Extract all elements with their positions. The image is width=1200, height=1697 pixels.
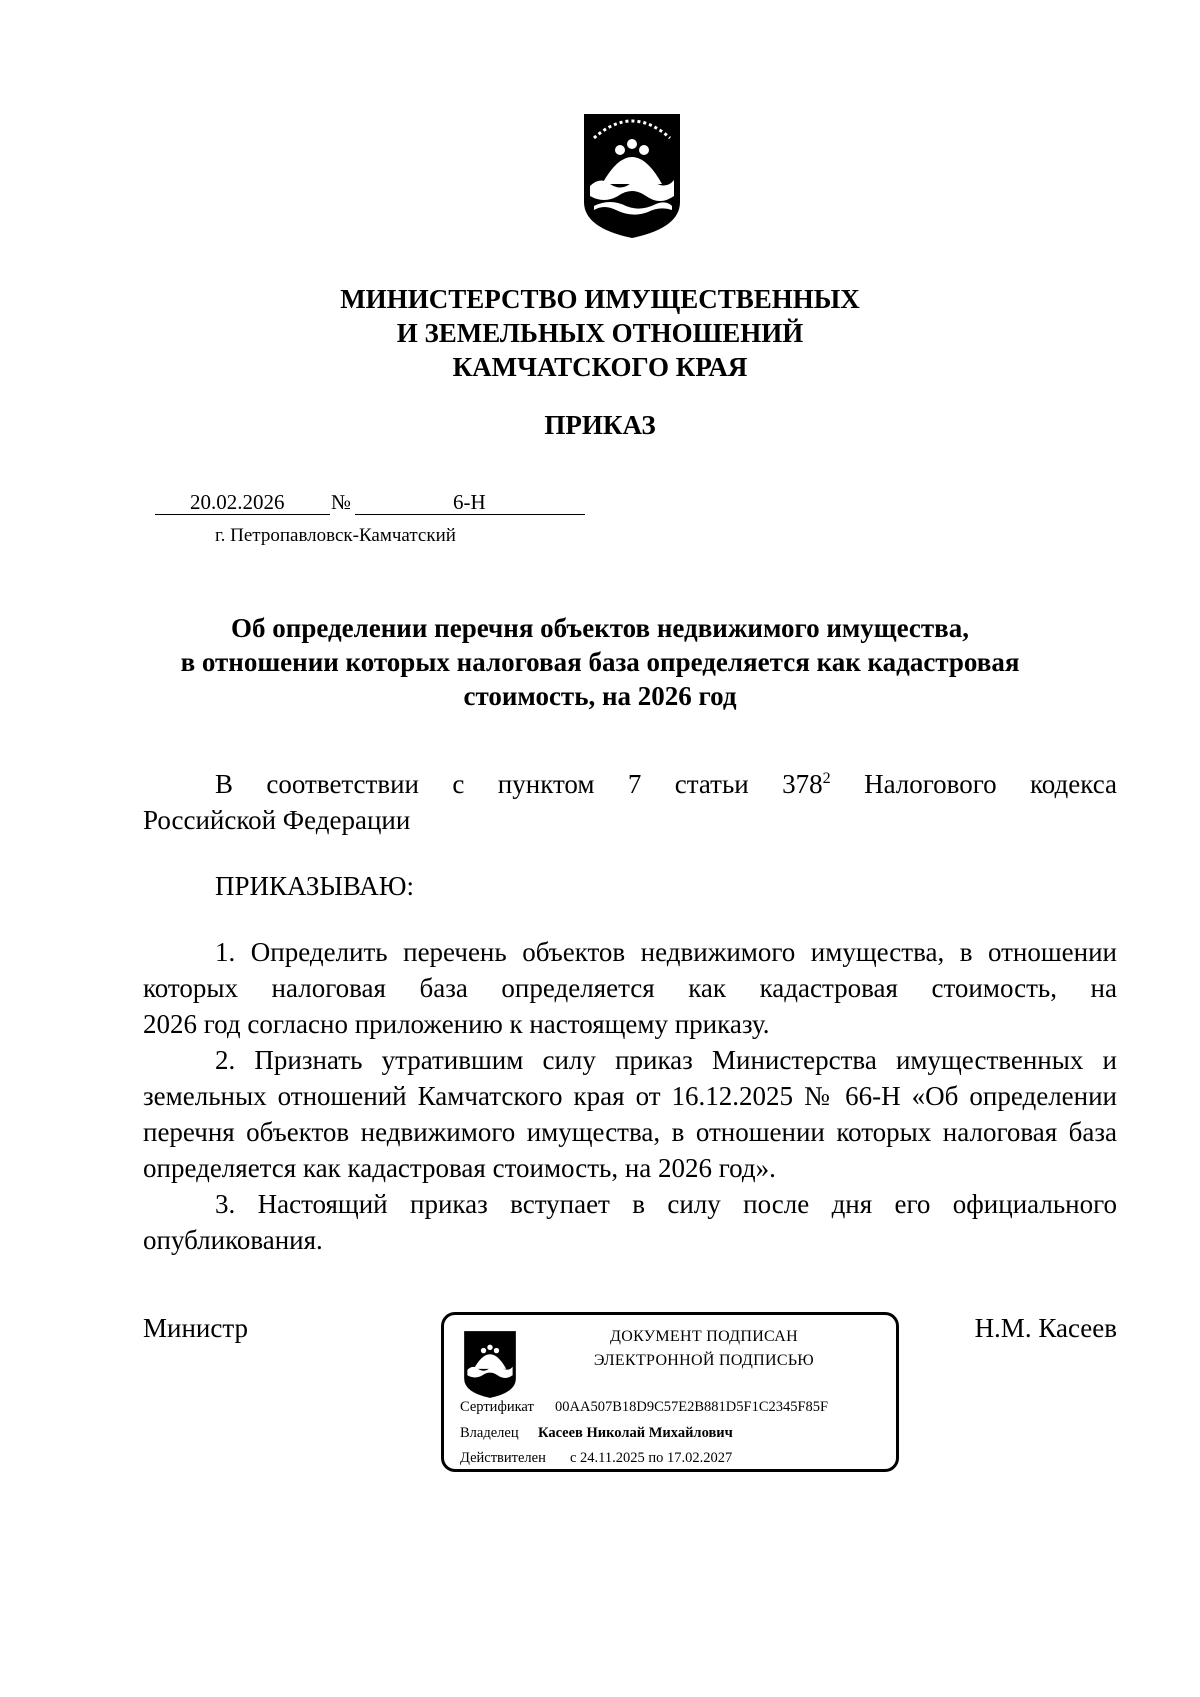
order-subject xyxy=(0,611,1200,713)
order-items xyxy=(143,934,1117,1258)
number-sign: № xyxy=(331,490,352,514)
org-line-1: МИНИСТЕРСТВО ИМУЩЕСТВЕННЫХ xyxy=(340,284,860,314)
item-2-line-3: перечня объектов недвижимого имущества, в отношении которых налоговая база xyxy=(143,1117,1117,1147)
basis-paragraph xyxy=(143,766,1117,838)
validity-value: с 24.11.2025 по 17.02.2027 xyxy=(570,1450,733,1466)
item-2-line-4: определяется как кадастровая стоимость, на 2026 год». xyxy=(143,1153,776,1183)
stamp-certificate-row xyxy=(460,1399,828,1416)
stamp-heading-2: ЭЛЕКТРОННОЙ ПОДПИСЬЮ xyxy=(593,1352,815,1369)
date-number-line xyxy=(155,490,585,520)
item-3-line-2: опубликования. xyxy=(143,1225,323,1255)
stamp-heading-1: ДОКУМЕНТ ПОДПИСАН xyxy=(610,1328,798,1345)
item-1-line-3: 2026 год согласно приложению к настоящему приказу. xyxy=(143,1009,770,1039)
order-number: 6-Н xyxy=(453,490,486,514)
item-2-line-2: земельных отношений Камчатского края от 16.12.2025 № 66-Н «Об определении xyxy=(143,1081,1117,1111)
certificate-value: 00AA507B18D9C57E2B881D5F1C2345F85F xyxy=(555,1399,829,1415)
order-date: 20.02.2026 xyxy=(190,490,285,514)
electronic-signature-stamp xyxy=(441,1312,899,1472)
signatory-position: Министр xyxy=(143,1313,248,1343)
item-3-line-1: 3. Настоящий приказ вступает в силу после дня его официального xyxy=(215,1189,1117,1219)
coat-of-arms-icon xyxy=(580,110,684,240)
item-2-line-1: 2. Признать утратившим силу приказ Министерства имущественных и xyxy=(215,1045,1117,1075)
org-line-3: КАМЧАТСКОГО КРАЯ xyxy=(452,352,748,382)
org-line-2: И ЗЕМЕЛЬНЫХ ОТНОШЕНИЙ xyxy=(396,318,804,348)
stamp-emblem-icon xyxy=(462,1329,518,1399)
subject-line-1: Об определении перечня объектов недвижимого имущества, xyxy=(231,613,969,643)
organization-title xyxy=(0,282,1200,384)
subject-line-2: в отношении которых налоговая база определяется как кадастровая xyxy=(180,647,1020,677)
owner-label: Владелец xyxy=(460,1425,519,1441)
item-1-line-2: которых налоговая база определяется как кадастровая стоимость, на xyxy=(143,973,1117,1003)
city: г. Петропавловск-Камчатский xyxy=(215,525,456,546)
certificate-label: Сертификат xyxy=(460,1399,534,1415)
basis-line-1: В соответствии с пунктом 7 статьи $378^2$ Налогового кодекса xyxy=(215,769,1117,799)
owner-value: Касеев Николай Михайлович xyxy=(538,1425,733,1441)
subject-line-3: стоимость, на 2026 год xyxy=(463,681,737,711)
validity-label: Действителен xyxy=(460,1450,546,1466)
order-word: ПРИКАЗЫВАЮ: xyxy=(215,871,414,901)
basis-superscript: 2 xyxy=(822,770,831,787)
item-1-line-1: 1. Определить перечень объектов недвижимого имущества, в отношении xyxy=(215,937,1117,967)
stamp-owner-row xyxy=(460,1425,733,1442)
stamp-validity-row xyxy=(460,1450,732,1467)
signatory-name: Н.М. Касеев xyxy=(974,1313,1117,1343)
basis-line-2: Российской Федерации xyxy=(143,805,411,835)
document-type: ПРИКАЗ xyxy=(544,410,656,440)
